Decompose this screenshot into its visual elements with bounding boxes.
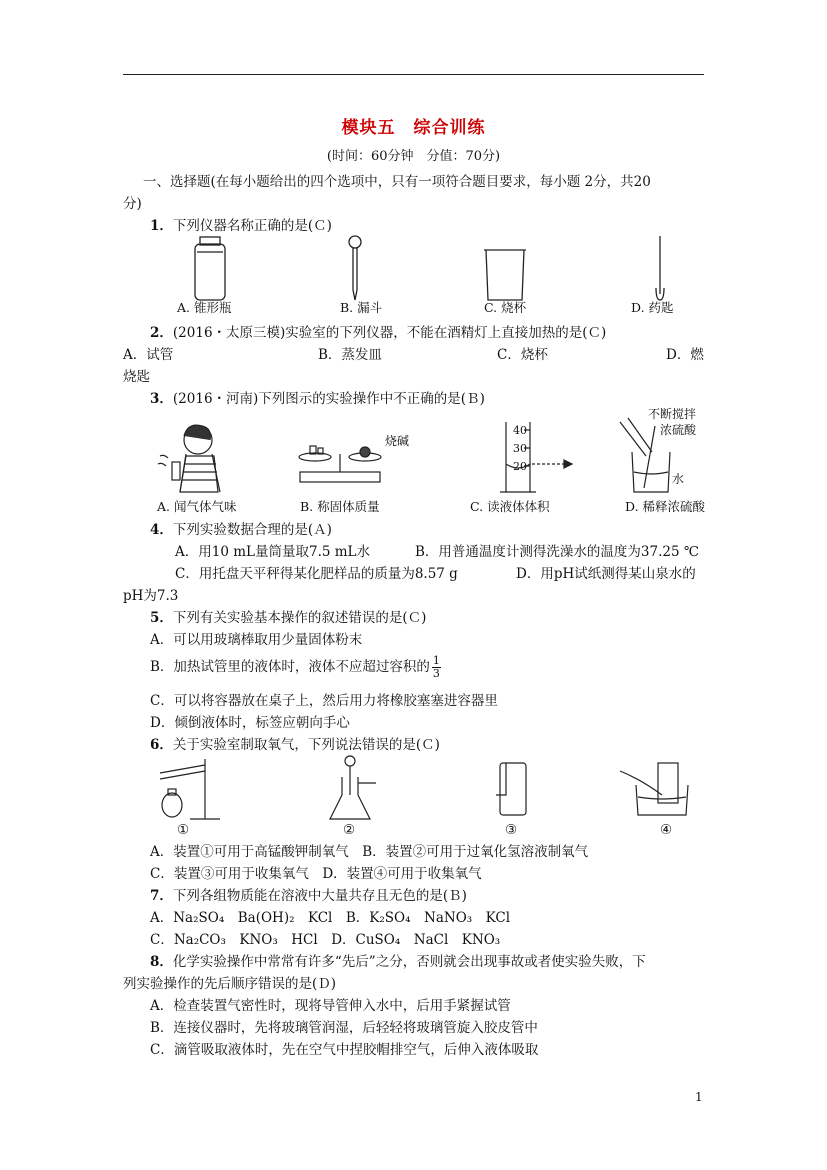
dropper-icon (349, 236, 361, 300)
question-stem: 下列仪器名称正确的是(Ｃ) (172, 218, 332, 234)
q6-caption-3: ③ (505, 822, 518, 838)
question-stem: 下列有关实验基本操作的叙述错误的是(Ｃ) (172, 610, 427, 626)
question-number: 1． (150, 218, 173, 234)
question-stem: (2016・太原三模)实验室的下列仪器，不能在酒精灯上直接加热的是(Ｃ) (172, 325, 607, 341)
q4-option-b: B．用普通温度计测得洗澡水的温度为37.25 ℃ (415, 544, 699, 560)
q6-figures (150, 755, 710, 825)
spatula-icon (656, 236, 664, 300)
flask-funnel-icon (330, 756, 376, 819)
q3-label-stir: 不断搅拌 (648, 407, 697, 421)
q2-option-d-wrap: 烧匙 (123, 369, 150, 385)
q3-label-acid: 浓硫酸 (660, 423, 697, 437)
q3-label-shaojian: 烧碱 (385, 434, 410, 448)
header-rule (123, 74, 704, 75)
q5-option-c: C．可以将容器放在桌子上，然后用力将橡胶塞塞进容器里 (150, 693, 498, 709)
q1-caption-a: A. 锥形瓶 (177, 300, 232, 315)
q3-label-water: 水 (672, 472, 685, 486)
question-8 (150, 950, 646, 970)
question-number: 2． (150, 325, 173, 341)
question-6 (150, 733, 440, 753)
balance-icon (299, 446, 381, 482)
question-number: 3． (150, 391, 173, 407)
wide-mouth-bottle-icon (195, 237, 225, 300)
q2-option-d: D．燃 (666, 347, 704, 363)
water-trough-icon (620, 763, 688, 815)
question-stem: 化学实验操作中常常有许多“先后”之分，否则就会出现事故或者使实验失败，下 (172, 954, 646, 970)
question-4 (150, 518, 332, 538)
person-smelling-icon (158, 425, 220, 492)
beaker-icon (484, 250, 526, 300)
q3-caption-c: C. 读液体体积 (470, 499, 550, 514)
q6-caption-4: ④ (660, 822, 673, 838)
q1-caption-b: B. 漏斗 (340, 300, 383, 315)
q8-option-b: B．连接仪器时，先将玻璃管润湿，后轻轻将玻璃管旋入胶皮管中 (150, 1020, 538, 1036)
page-subtitle: (时间：60分钟 分值：70分) (326, 149, 501, 164)
question-7 (150, 884, 467, 904)
q6-options-ab: A．装置①可用于高锰酸钾制氧气 B．装置②可用于过氧化氢溶液制氧气 (150, 844, 589, 860)
q2-option-a: A．试管 (123, 347, 174, 363)
q5-option-d: D．倾倒液体时，标签应朝向手心 (150, 715, 350, 731)
q3-caption-a: A. 闻气体气味 (157, 499, 237, 514)
heating-apparatus-icon (160, 759, 220, 819)
q1-caption-d: D. 药匙 (631, 300, 674, 315)
question-number: 6． (150, 737, 173, 753)
q4-option-c: C．用托盘天平秤得某化肥样品的质量为8.57 g (175, 566, 458, 582)
question-stem: 下列实验数据合理的是(Ａ) (172, 522, 332, 538)
question-2 (150, 321, 606, 341)
question-5 (150, 606, 426, 626)
q2-option-b: B．蒸发皿 (318, 347, 382, 363)
graduated-cylinder-icon (500, 422, 572, 492)
page-title: 模块五 综合训练 (341, 118, 486, 138)
q3-caption-b: B. 称固体质量 (300, 499, 380, 514)
q6-caption-2: ② (343, 822, 356, 838)
q5-option-a: A．可以用玻璃棒取用少量固体粉末 (150, 632, 363, 648)
question-stem: 下列各组物质能在溶液中大量共存且无色的是(Ｂ) (172, 888, 467, 904)
section-heading: 一、选择题(在每小题给出的四个选项中，只有一项符合题目要求，每小题 2分，共20 (143, 174, 651, 190)
q3-caption-d: D. 稀释浓硫酸 (625, 499, 706, 514)
question-1 (150, 214, 332, 234)
q8-option-c: C．滴管吸取液体时，先在空气中捏胶帽排空气，后伸入液体吸取 (150, 1042, 539, 1058)
q1-caption-c: C. 烧杯 (484, 300, 527, 315)
gas-collection-bottle-icon (496, 763, 526, 815)
question-number: 4． (150, 522, 173, 538)
q4-option-a: A．用10 mL量筒量取7.5 mL水 (175, 544, 371, 560)
q3-tick-40: 40 (513, 424, 527, 437)
q7-options-cd: C．Na₂CO₃ KNO₃ HCl D．CuSO₄ NaCl KNO₃ (150, 932, 501, 948)
question-number: 7． (150, 888, 173, 904)
q8-stem-wrap: 列实验操作的先后顺序错误的是(Ｄ) (123, 976, 337, 992)
question-number: 5． (150, 610, 173, 626)
q7-options-ab: A．Na₂SO₄ Ba(OH)₂ KCl B．K₂SO₄ NaNO₃ KCl (150, 910, 511, 926)
q6-caption-1: ① (177, 822, 190, 838)
q5-option-b: B．加热试管里的液体时，液体不应超过容积的 $\frac{1}{3}$ (150, 654, 440, 680)
q3-tick-30: 30 (513, 442, 527, 455)
q3-tick-20: 20 (513, 460, 527, 473)
q4-option-d: D．用pH试纸测得某山泉水的 (516, 566, 696, 582)
q4-option-d-wrap: pH为7.3 (123, 588, 179, 604)
question-number: 8． (150, 954, 173, 970)
q2-option-c: C．烧杯 (497, 347, 548, 363)
section-heading-wrap: 分) (123, 196, 142, 212)
q8-option-a: A．检查装置气密性时，现将导管伸入水中，后用手紧握试管 (150, 998, 511, 1014)
page-number: 1 (695, 1090, 703, 1104)
fraction-one-third: $\frac{1}{3}$ (432, 654, 440, 680)
q1-figures (170, 232, 690, 304)
question-stem: (2016・河南)下列图示的实验操作中不正确的是(Ｂ) (172, 391, 485, 407)
q6-options-cd: C．装置③可用于收集氧气 D．装置④可用于收集氧气 (150, 866, 482, 882)
q3-figures (150, 402, 730, 497)
question-stem: 关于实验室制取氧气，下列说法错误的是(Ｃ) (172, 737, 440, 753)
